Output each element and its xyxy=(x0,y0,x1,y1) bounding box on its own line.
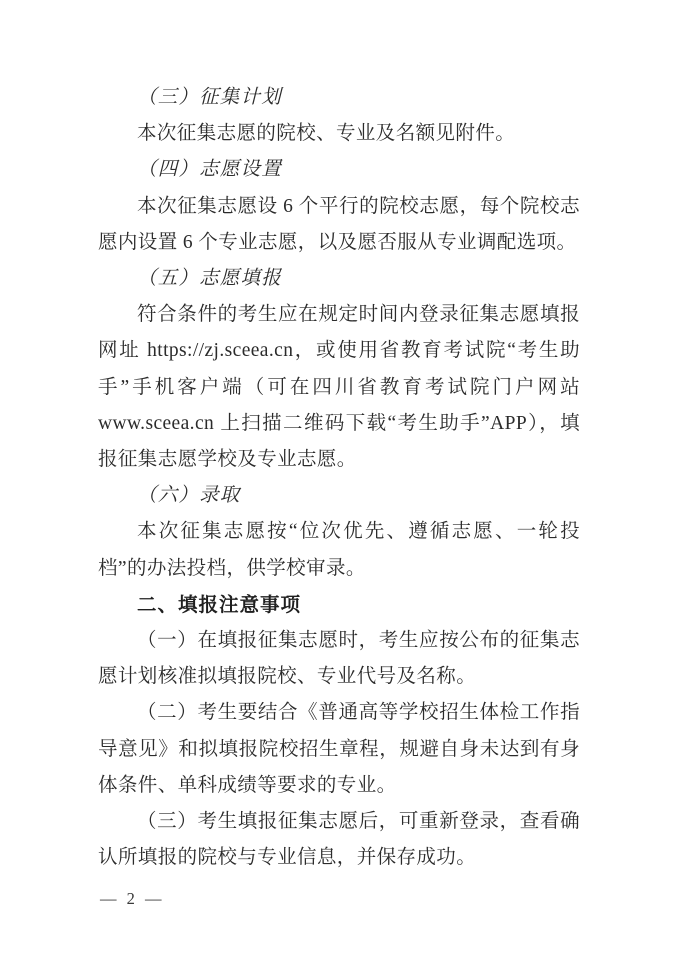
para-volunteer-setup: 本次征集志愿设 6 个平行的院校志愿，每个院校志愿内设置 6 个专业志愿，以及愿否服从专业调配选项。 xyxy=(98,195,580,253)
heading-volunteer-setup: （四）志愿设置 xyxy=(137,159,282,181)
page-number: — 2 — xyxy=(100,889,165,908)
heading-admission: （六）录取 xyxy=(137,485,241,507)
heading-collection-plan: （三）征集计划 xyxy=(137,87,282,108)
para-note-3: （三）考生填报征集志愿后，可重新登录，查看确认所填报的院校与专业信息，并保存成功。 xyxy=(98,811,580,869)
para-collection-plan: 本次征集志愿的院校、专业及名额见附件。 xyxy=(137,123,516,145)
heading-filing-notes: 二、填报注意事项 xyxy=(137,593,302,616)
page-content xyxy=(98,80,580,876)
para-note-1: （一）在填报征集志愿时，考生应按公布的征集志愿计划核准拟填报院校、专业代号及名称。 xyxy=(98,630,580,688)
heading-volunteer-filing: （五）志愿填报 xyxy=(137,268,282,290)
para-admission: 本次征集志愿按“位次优先、遵循志愿、一轮投档”的办法投档，供学校审录。 xyxy=(98,521,580,579)
para-volunteer-filing: 符合条件的考生应在规定时间内登录征集志愿填报网址 https://zj.sceea.cn，或使用省教育考试院“考生助手”手机客户端（可在四川省教育考试院门户网站 www.sceea.cn 上扫描二维码下载“考生助手”APP），填报征集志愿学校及专业志愿。 xyxy=(98,304,580,471)
para-note-2: （二）考生要结合《普通高等学校招生体检工作指导意见》和拟填报院校招生章程，规避自身未达到有身体条件、单科成绩等要求的专业。 xyxy=(98,702,580,796)
